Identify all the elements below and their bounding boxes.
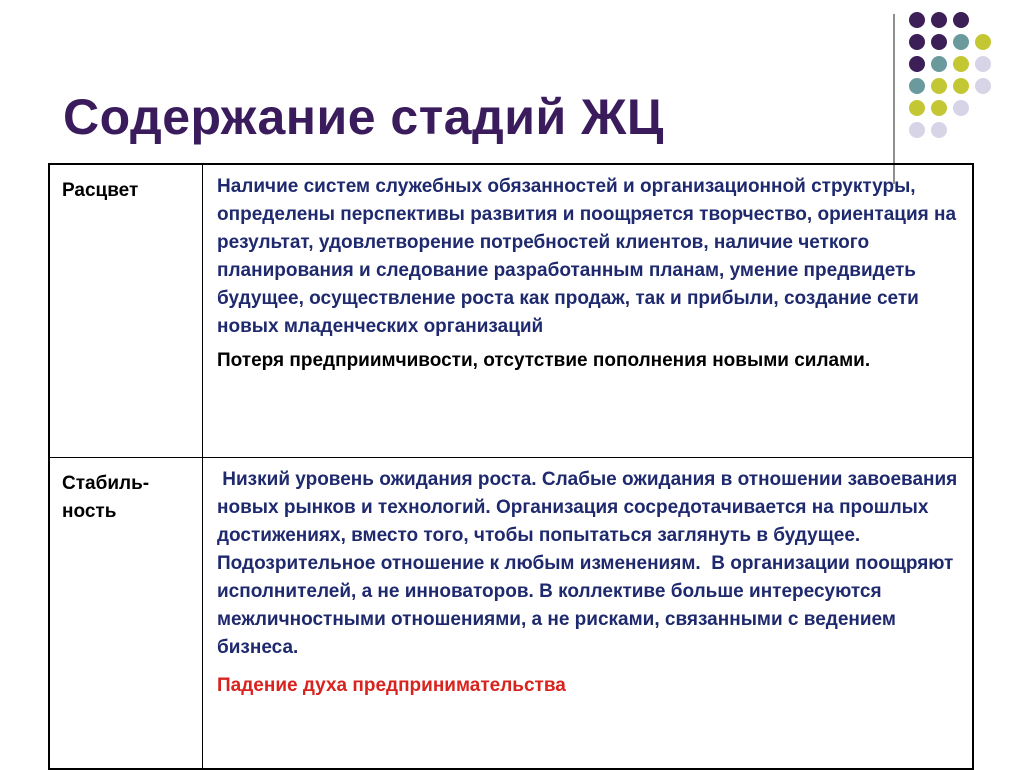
table-row: [49, 164, 973, 458]
decorative-dot: [975, 56, 991, 72]
decorative-dot: [931, 78, 947, 94]
slide-title: Содержание стадий ЖЦ: [63, 89, 664, 145]
decorative-dot: [953, 56, 969, 72]
decorative-dot: [909, 12, 925, 28]
table-row: [49, 458, 973, 770]
decorative-dot: [909, 34, 925, 50]
stage-name: Расцвет: [62, 180, 139, 201]
stage-name: Стабиль- ность: [62, 473, 150, 522]
decorative-dot: [931, 12, 947, 28]
decorative-dot: [931, 122, 947, 138]
decorative-dot: [953, 100, 969, 116]
decorative-dot: [909, 78, 925, 94]
stage-name-cell: [49, 164, 203, 458]
stage-description: Наличие систем служебных обязанностей и организационной структуры, определены перспективы развития и поощряется творчество, ориентация на результат, удовлетворение потребностей клиентов, наличие четкого планирования и следование разработанным планам, умение предвидеть будущее, осуществление роста как продаж, так и прибыли, создание сети новых младенческих организаций: [217, 176, 957, 337]
stage-consequence: Потеря предприимчивости, отсутствие пополнения новыми силами.: [217, 350, 871, 371]
stage-description-cell: [203, 458, 974, 770]
decorative-dot: [931, 100, 947, 116]
decorative-dot: [909, 122, 925, 138]
decorative-dot: [931, 34, 947, 50]
stage-consequence: Падение духа предпринимательства: [217, 675, 566, 696]
stage-description: Низкий уровень ожидания роста. Слабые ожидания в отношении завоевания новых рынков и технологий. Организация сосредотачивается на прошлых достижениях, вместо того, чтобы попытаться заглянуть в будущее. Подозрительное отношение к любым изменениям. В организации поощряют исполнителей, а не инноваторов. В коллективе больше интересуются межличностными отношениями, а не рисками, связанными с ведением бизнеса.: [217, 469, 963, 658]
stages-table: [48, 163, 974, 770]
decorative-dot: [975, 78, 991, 94]
stage-description-cell: [203, 164, 974, 458]
stage-name-cell: [49, 458, 203, 770]
decorative-dot: [931, 56, 947, 72]
decorative-dot: [953, 34, 969, 50]
decorative-dot: [953, 12, 969, 28]
decorative-dot: [909, 100, 925, 116]
decorative-dot: [953, 78, 969, 94]
decorative-dot: [909, 56, 925, 72]
decorative-dot: [975, 34, 991, 50]
